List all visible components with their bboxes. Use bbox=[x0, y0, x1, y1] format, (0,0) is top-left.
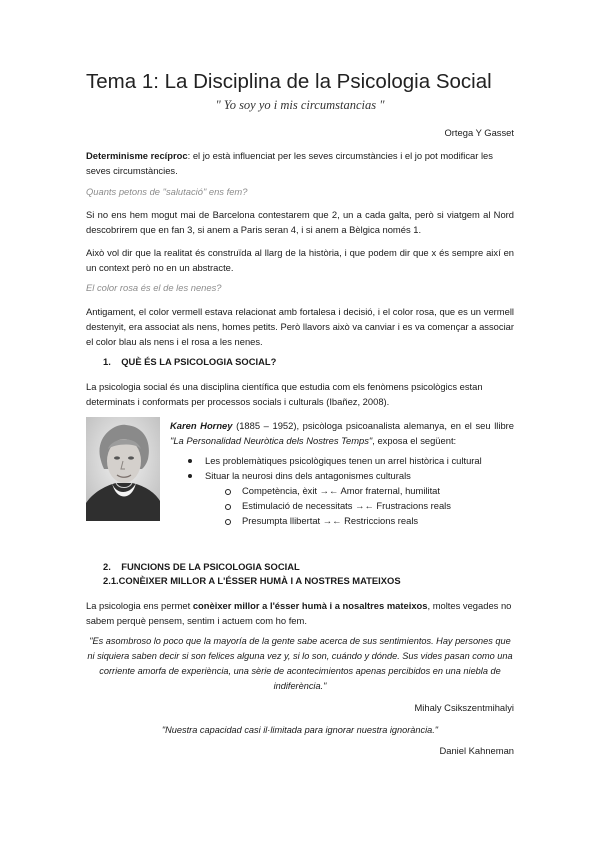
horney-bullet-list bbox=[188, 455, 518, 525]
question-kisses: Quants petons de "salutació" ens fem? bbox=[86, 186, 248, 197]
horney-rest: , exposa el següent: bbox=[372, 435, 457, 446]
kahneman-quote: "Nuestra capacidad casi il·limitada para ignorar nuestra ignorància." bbox=[161, 725, 439, 735]
bullet-item: Les problemàtiques psicològiques tenen un arrel històrica i cultural bbox=[205, 455, 482, 466]
section-2-1-title: CONÈIXER MILLOR A L'ÉSSER HUMÀ I A NOSTRES MATEIXOS bbox=[118, 575, 401, 586]
know-better-after: , moltes vegades no sabem perquè pensem, sentim i actuem com ho fem. bbox=[86, 600, 512, 626]
epigraph-quote: " Yo soy yo i mis circumstancias " bbox=[215, 98, 385, 112]
section-2-title: FUNCIONS DE LA PSICOLOGIA SOCIAL bbox=[121, 561, 300, 572]
question-pink: El color rosa és el de les nenes? bbox=[86, 282, 222, 293]
page-title: Tema 1: La Disciplina de la Psicologia Social bbox=[86, 70, 492, 93]
karen-horney-photo bbox=[86, 417, 160, 521]
section-1-heading bbox=[103, 356, 276, 367]
bullet-dot-icon bbox=[188, 459, 192, 463]
section-2-number: 2. bbox=[103, 561, 111, 572]
determinisme-term: Determinisme recíproc bbox=[86, 150, 188, 161]
sub-bullet-item: Estimulació de necessitats →← Frustracions reals bbox=[242, 500, 451, 511]
circle-bullet-icon bbox=[225, 489, 231, 495]
section-2-1-heading bbox=[103, 575, 401, 586]
horney-book: "La Personalidad Neuròtica dels Nostres Temps" bbox=[170, 435, 373, 446]
section-1-title: QUÈ ÉS LA PSICOLOGIA SOCIAL? bbox=[121, 356, 277, 367]
sub-bullet-item: Presumpta llibertat →← Restriccions reals bbox=[242, 515, 419, 526]
color-paragraph: Antigament, el color vermell estava relacionat amb fortalesa i decisió, i el color rosa, que es un vermell destenyit, era associat als nens, homes petits. Però llavors això va canviar i es va començar a associar el color blau als nens i el rosa a les nenes. bbox=[86, 306, 514, 347]
determinisme-paragraph bbox=[86, 148, 514, 178]
kahneman-author: Daniel Kahneman bbox=[439, 745, 514, 756]
portrait-photo-icon bbox=[86, 417, 160, 521]
definition-paragraph: La psicologia social és una disciplina científica que estudia com els fenòmens psicològics estan determinats i conformats per processos socials i culturals (Ibañez, 2008). bbox=[86, 381, 483, 407]
section-2-heading bbox=[103, 561, 300, 572]
know-better-before: La psicologia ens permet bbox=[86, 600, 193, 611]
csikszentmihalyi-quote: "Es asombroso lo poco que la mayoría de la gente sabe acerca de sus sentimientos. Hay persones que ni siquiera saben decir si son felices alguna vez y, si lo son, cuándo y dónde. Sus vides pasan como una corriente amorfa de experiència, una sèrie de acontecimientos apenas percibidos en una niebla de indiferència." bbox=[87, 636, 513, 691]
kisses-paragraph: Si no ens hem mogut mai de Barcelona contestarem que 2, un a cada galta, però si viatgem al Nord descobrirem que en fan 3, si anem a Paris seran 4, i si anem a Bèlgica només 1. bbox=[86, 209, 514, 235]
reality-paragraph: Això vol dir que la realitat és construïda al llarg de la història, i que podem dir que x és sempre així en un context però no en un abstracte. bbox=[86, 247, 514, 273]
circle-bullet-icon bbox=[225, 519, 231, 525]
know-better-bold: conèixer millor a l'ésser humà i a nosaltres mateixos bbox=[192, 600, 428, 611]
horney-paragraph bbox=[170, 418, 514, 448]
bullet-item: Situar la neurosi dins dels antagonismes culturals bbox=[205, 470, 411, 481]
determinisme-text: : el jo està influenciat per les seves circumstàncies i el jo pot modificar les seves circumstàncies. bbox=[86, 150, 493, 176]
csikszentmihalyi-author: Mihaly Csikszentmihalyi bbox=[414, 702, 514, 713]
bullet-dot-icon bbox=[188, 474, 192, 478]
horney-name: Karen Horney bbox=[170, 420, 233, 431]
section-1-number: 1. bbox=[103, 356, 111, 367]
section-2-1-number: 2.1. bbox=[103, 575, 119, 586]
horney-years: (1885 – 1952), psicòloga psicoanalista alemanya, en el seu llibre bbox=[232, 420, 514, 431]
sub-bullet-item: Competència, èxit →← Amor fraternal, humilitat bbox=[242, 485, 440, 496]
epigraph-author: Ortega Y Gasset bbox=[444, 127, 514, 138]
circle-bullet-icon bbox=[225, 504, 231, 510]
know-better-paragraph bbox=[86, 598, 514, 628]
